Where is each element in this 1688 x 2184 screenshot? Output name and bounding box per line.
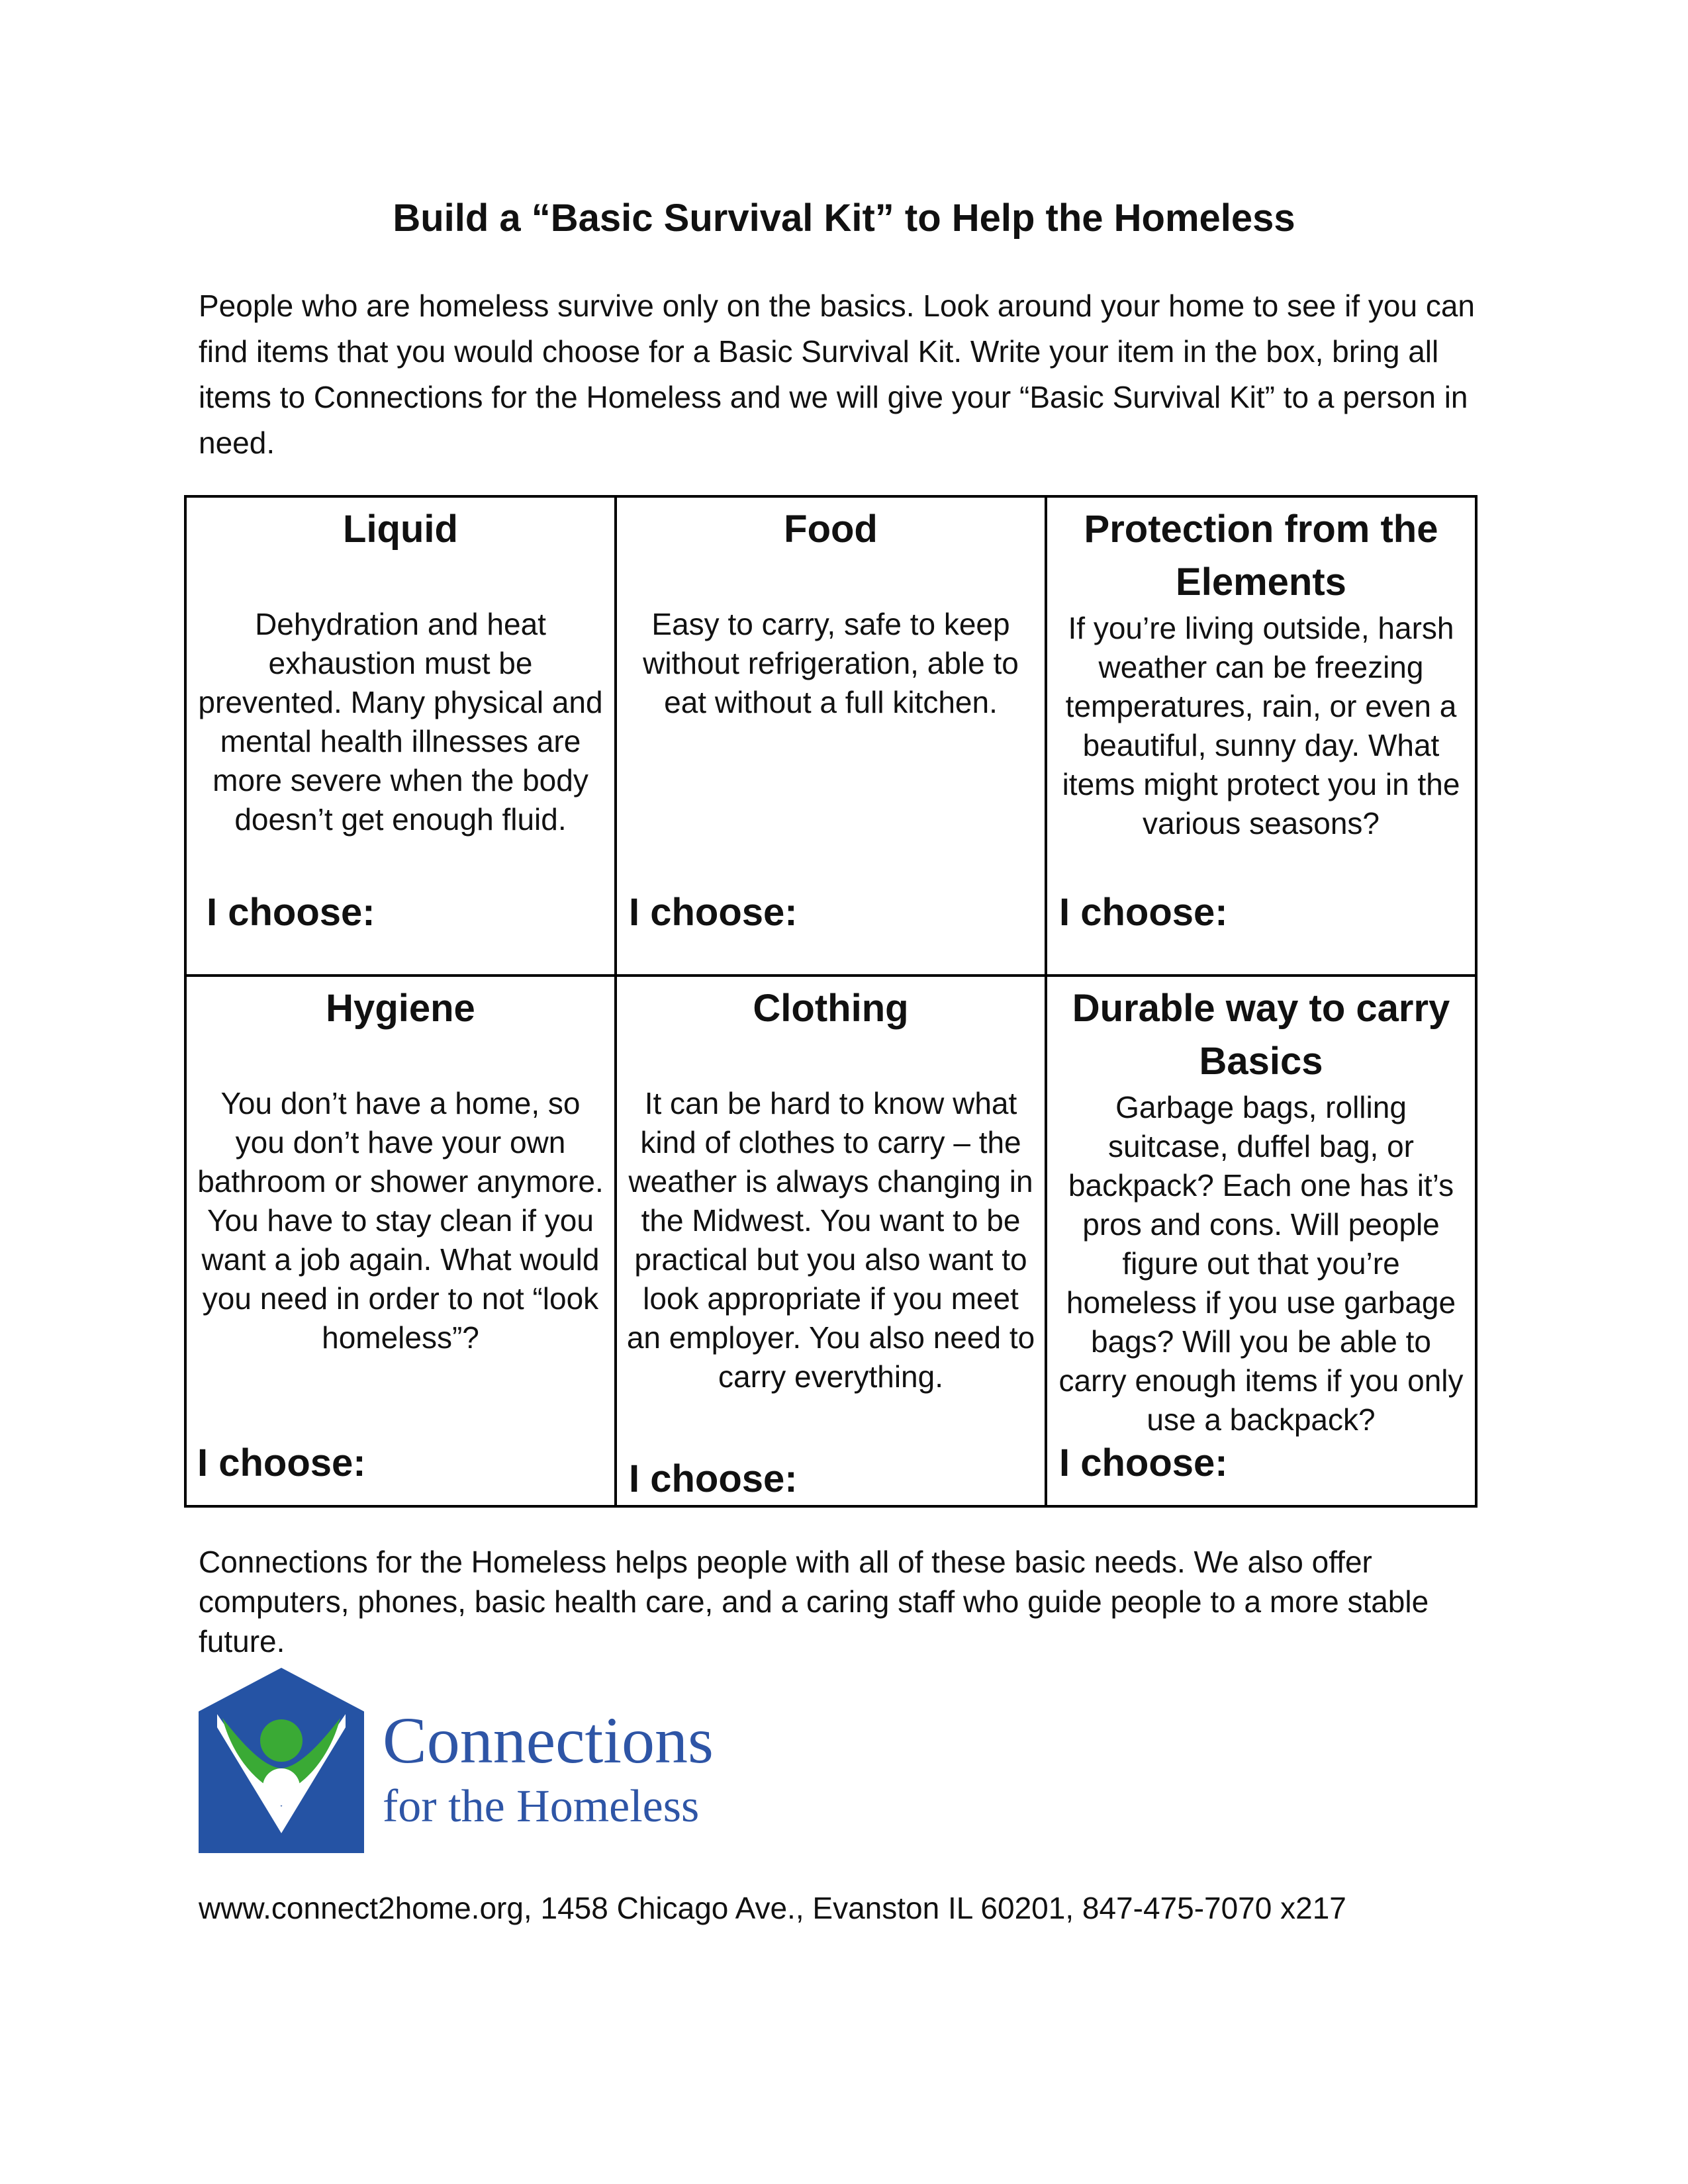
cell-heading: Hygiene	[326, 987, 475, 1030]
grid-row	[185, 976, 1476, 1506]
kit-cell-protection	[1046, 496, 1476, 976]
page-title: Build a “Basic Survival Kit” to Help the Homeless	[393, 197, 1295, 240]
choose-label: I choose:	[629, 891, 798, 934]
kit-cell-food	[616, 496, 1046, 976]
contact-info: www.connect2home.org, 1458 Chicago Ave., Evanston IL 60201, 847-475-7070 x217	[199, 1891, 1346, 1925]
house-figure-icon	[199, 1668, 364, 1853]
choose-label: I choose:	[1059, 1441, 1228, 1484]
cell-heading: Durable way to carry Basics	[1072, 987, 1450, 1083]
logo-name: Connections	[383, 1704, 714, 1777]
cell-description: It can be hard to know what kind of clothes to carry – the weather is always changing in the Midwest. You want to be practical but you also want to look appropriate if you meet an employer. You also need to carry everything.	[626, 1086, 1035, 1394]
cell-description: Garbage bags, rolling suitcase, duffel bag, or backpack? Each one has it’s pros and cons. Will people figure out that you’re homeless if you use garbage bags? Will you be able to carry enough items if you only use a backpack?	[1058, 1090, 1464, 1437]
cell-description: Dehydration and heat exhaustion must be prevented. Many physical and mental health illnesses are more severe when the body doesn’t get enough fluid.	[198, 607, 603, 837]
cell-heading: Clothing	[753, 987, 909, 1030]
cell-description: You don’t have a home, so you don’t have your own bathroom or shower anymore. You have to stay clean if you want a job again. What would you need in order to not “look homeless”?	[197, 1086, 604, 1355]
choose-label: I choose:	[197, 1441, 366, 1484]
grid-row	[185, 496, 1476, 976]
choose-label: I choose:	[1059, 891, 1228, 934]
cell-description: Easy to carry, safe to keep without refrigeration, able to eat without a full kitchen.	[643, 607, 1019, 719]
kit-cell-hygiene	[185, 976, 616, 1506]
choose-label: I choose:	[629, 1457, 798, 1500]
intro-paragraph: People who are homeless survive only on the basics. Look around your home to see if you can find items that you would choose for a Basic Survival Kit. Write your item in the box, bring all items to Connections for the Homeless and we will give your “Basic Survival Kit” to a person in need.	[199, 289, 1476, 460]
survival-kit-grid	[184, 495, 1477, 1508]
cell-heading: Liquid	[343, 508, 458, 551]
logo-subtitle: for the Homeless	[383, 1781, 700, 1832]
kit-cell-clothing	[616, 976, 1046, 1506]
cell-heading: Protection from the Elements	[1084, 508, 1438, 604]
outro-paragraph: Connections for the Homeless helps people with all of these basic needs. We also offer computers, phones, basic health care, and a caring staff who guide people to a more stable future.	[199, 1545, 1429, 1659]
kit-cell-carry	[1046, 976, 1476, 1506]
cell-heading: Food	[784, 508, 878, 551]
kit-cell-liquid	[185, 496, 616, 976]
choose-label: I choose:	[207, 891, 375, 934]
cell-description: If you’re living outside, harsh weather can be freezing temperatures, rain, or even a beautiful, sunny day. What items might protect you in the various seasons?	[1062, 611, 1460, 841]
organization-logo	[199, 1668, 794, 1853]
